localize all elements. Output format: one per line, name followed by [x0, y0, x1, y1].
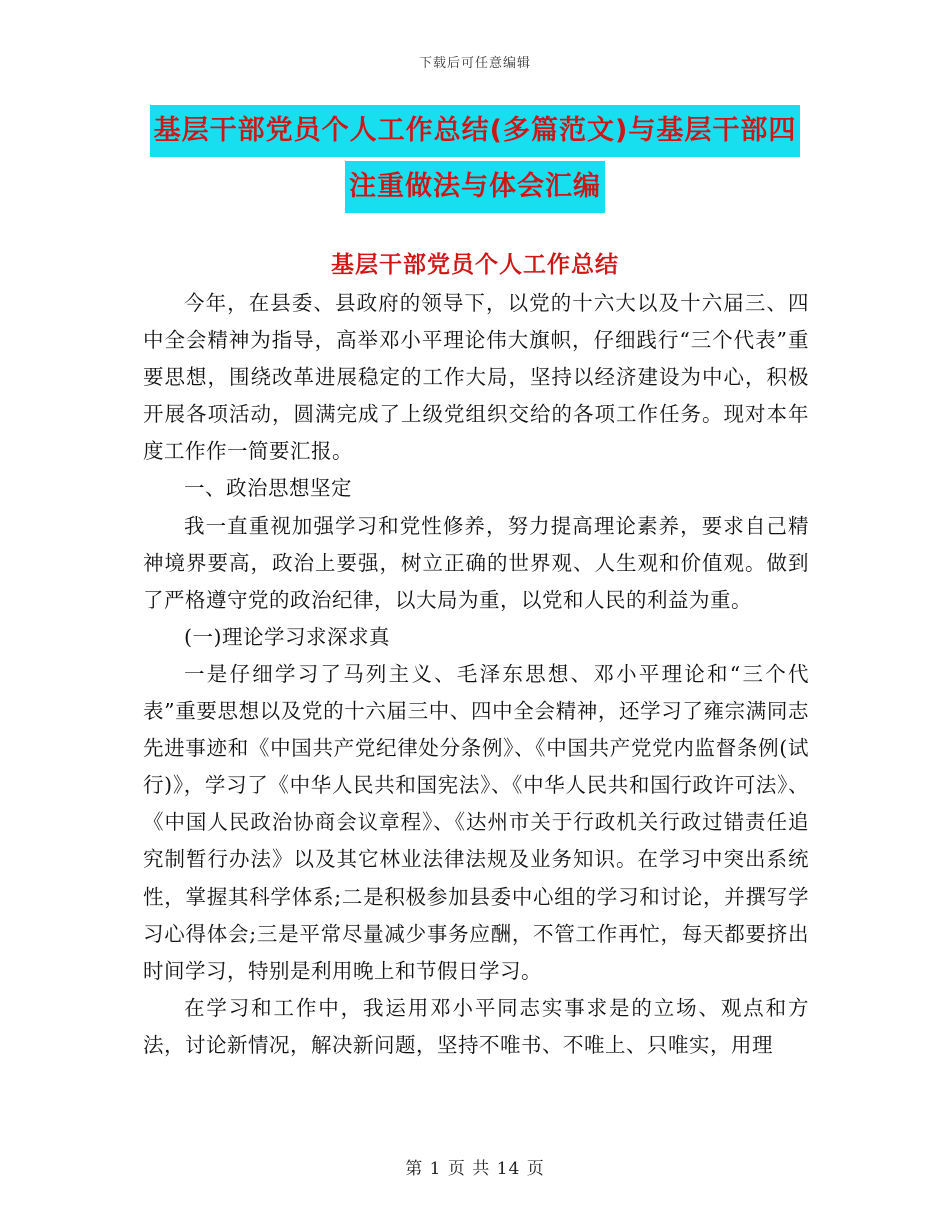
heading-paragraph: 一、政治思想坚定 [184, 476, 352, 501]
section-title: 基层干部党员个人工作总结 [331, 252, 619, 278]
document-title [100, 105, 850, 213]
page-number-footer: 第 1 页 共 14 页 [405, 1159, 545, 1179]
title-line-1: 基层干部党员个人工作总结(多篇范文)与基层干部四 [150, 105, 801, 157]
paragraph: 我一直重视加强学习和党性修养，努力提高理论素养，要求自己精神境界要高，政治上要强，树立正确的世界观、人生观和价值观。做到了严格遵守党的政治纪律，以大局为重，以党和人民的利益为重。 [143, 513, 809, 612]
paragraph: 今年，在县委、县政府的领导下，以党的十六大以及十六届三、四中全会精神为指导，高举邓小平理论伟大旗帜，仔细践行“三个代表”重要思想，围绕改革进展稳定的工作大局，坚持以经济建设为中心，积极开展各项活动，圆满完成了上级党组织交给的各项工作任务。现对本年度工作作一简要汇报。 [143, 291, 809, 464]
header-note: 下载后可任意编辑 [418, 56, 531, 71]
paragraph: 一是仔细学习了马列主义、毛泽东思想、邓小平理论和“三个代表”重要思想以及党的十六届三中、四中全会精神，还学习了雍宗满同志先进事迹和《中国共产党纪律处分条例》、《中国共产党党内监督条例(试行)》，学习了《中华人民共和国宪法》、《中华人民共和国行政许可法》、《中国人民政治协商会议章程》、《达州市关于行政机关行政过错责任追究制暂行办法》以及其它林业法律法规及业务知识。在学习中突出系统性，掌握其科学体系;二是积极参加县委中心组的学习和讨论，并撰写学习心得体会;三是平常尽量减少事务应酬，不管工作再忙，每天都要挤出时间学习，特别是利用晚上和节假日学习。 [143, 661, 809, 983]
title-line-2: 注重做法与体会汇编 [345, 161, 605, 213]
heading-paragraph: (一)理论学习求深求真 [184, 624, 390, 649]
paragraph: 在学习和工作中，我运用邓小平同志实事求是的立场、观点和方法，讨论新情况，解决新问题，坚持不唯书、不唯上、只唯实，用理 [143, 995, 809, 1057]
body-text [143, 285, 809, 1064]
